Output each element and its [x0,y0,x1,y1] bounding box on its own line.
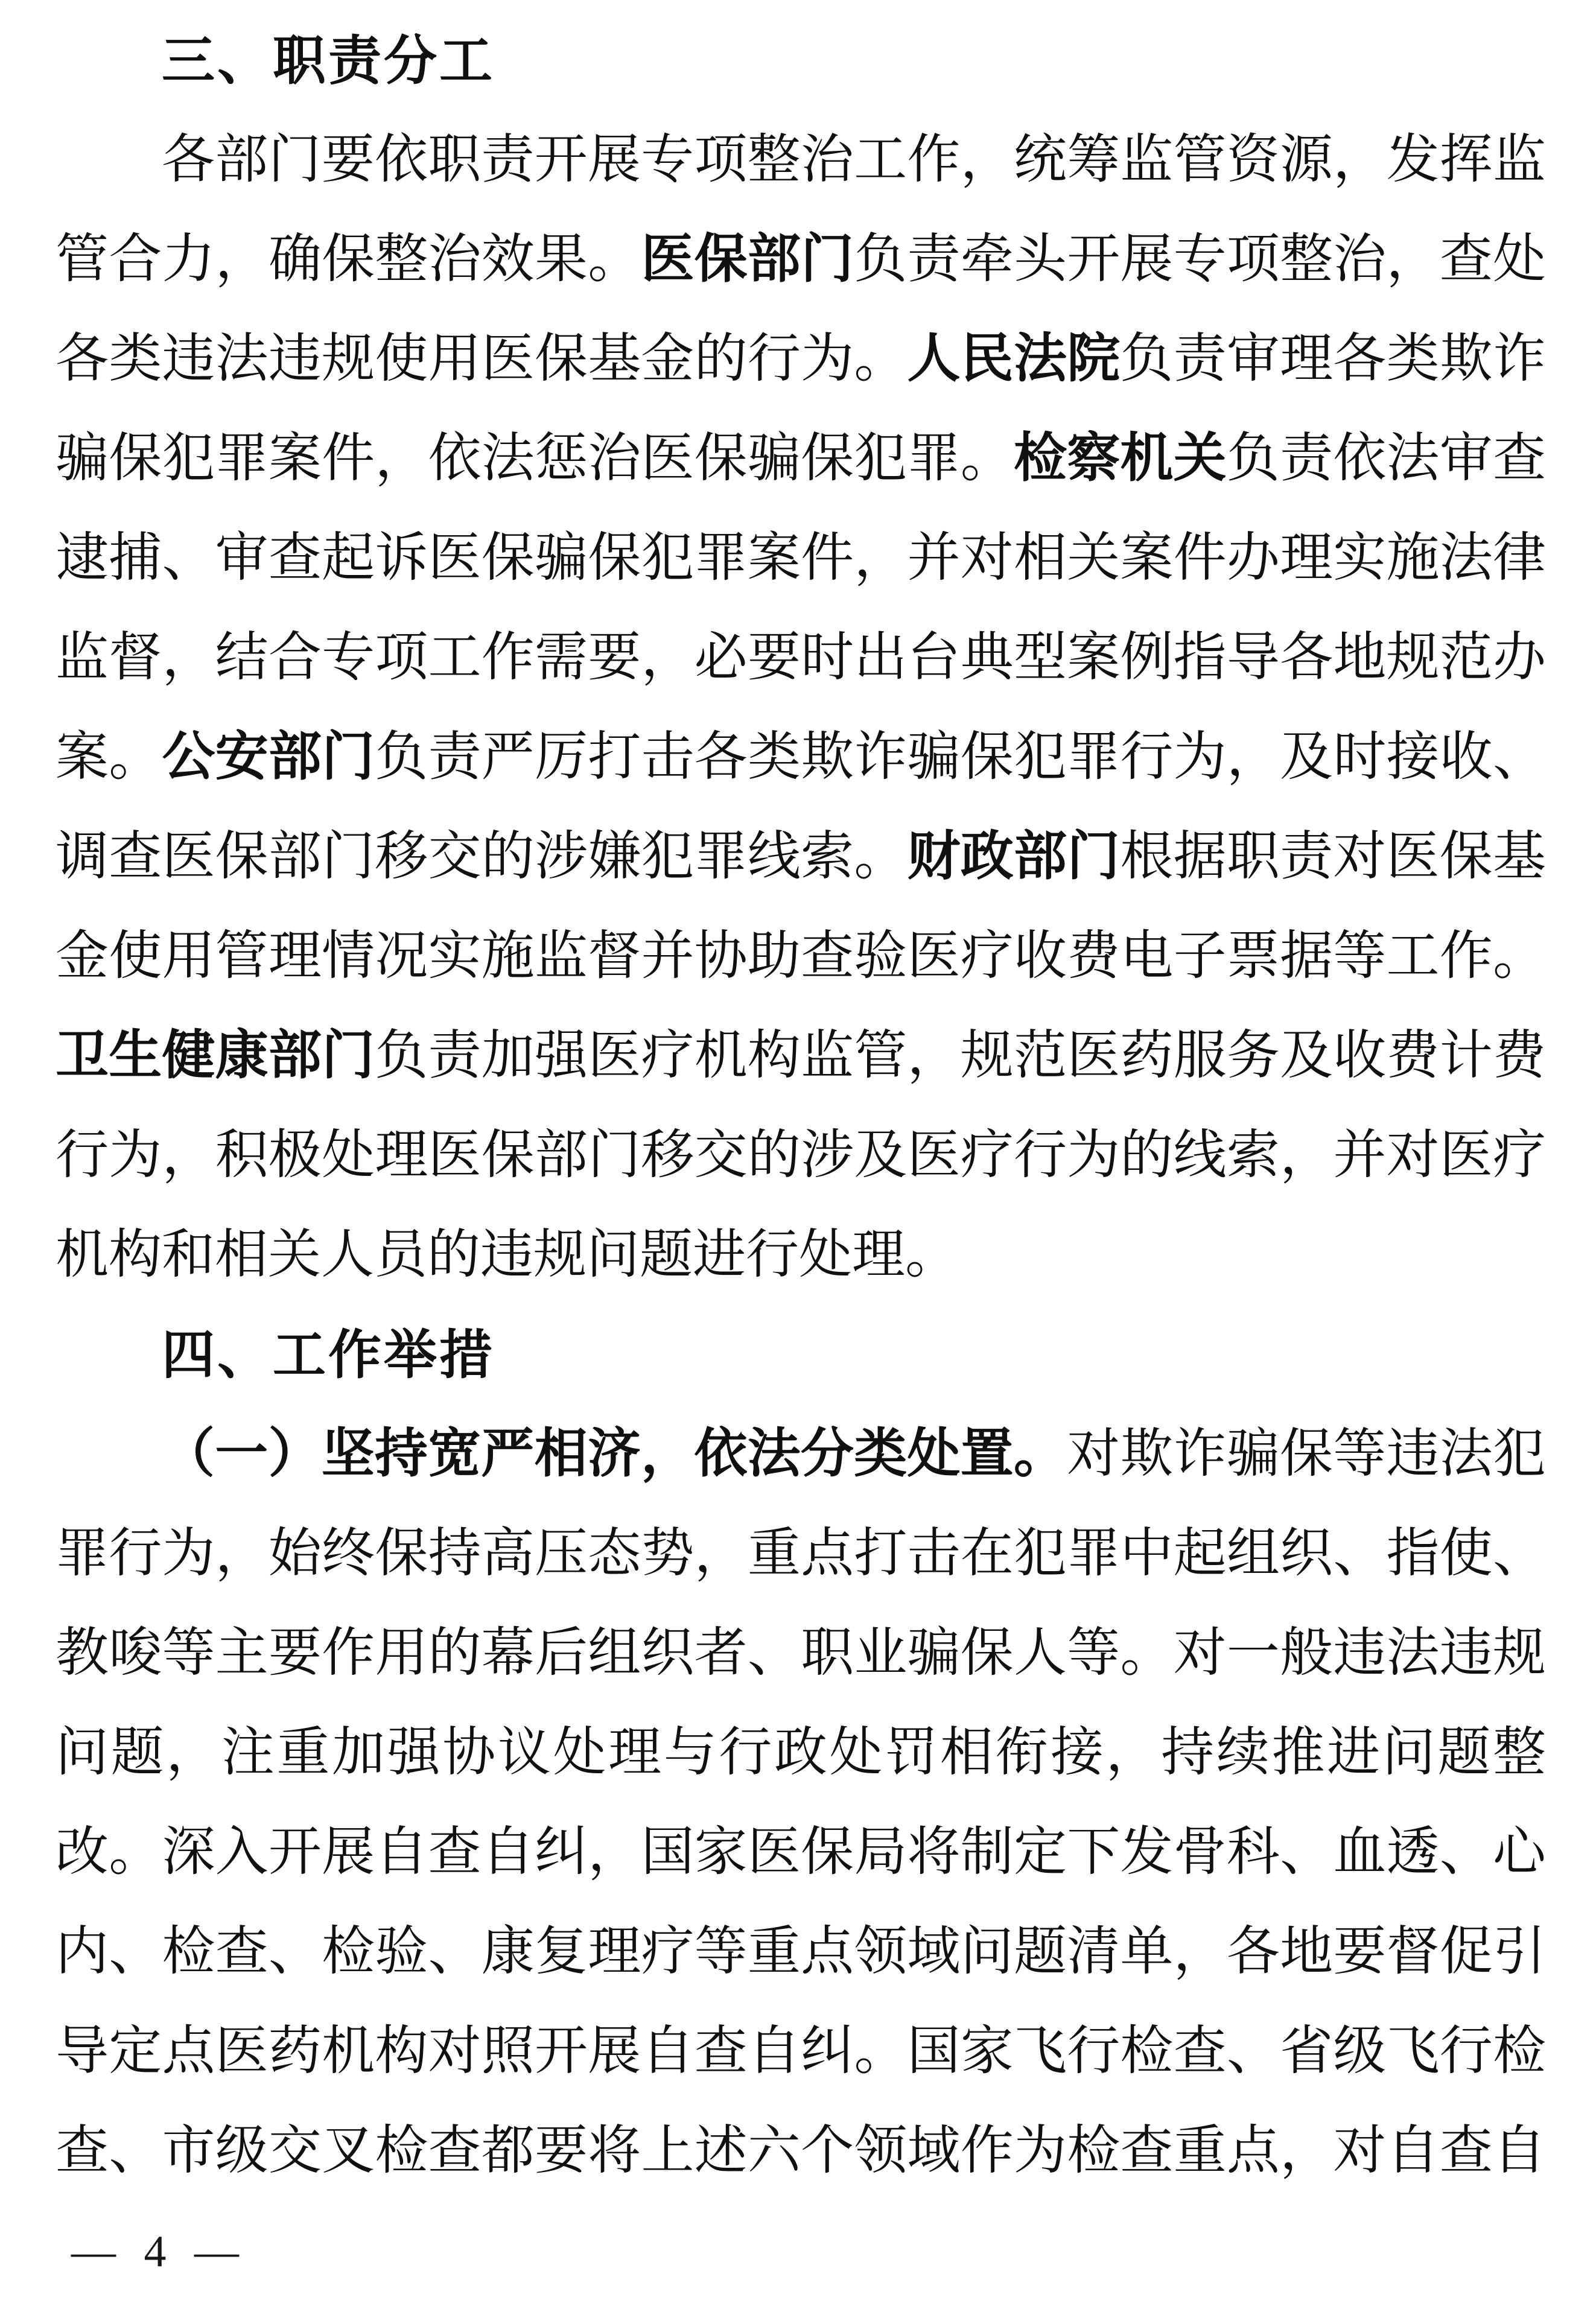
text-line-paragraph-end [56,1205,1546,1305]
text-segment: 改。深入开展自查自纠，国家医保局将制定下发骨科、血透、心 [56,1823,1546,1882]
text-line [56,1106,1546,1205]
text-segment: 各类违法违规使用医保基金的行为。 [56,330,908,389]
text-segment: 教唆等主要作用的幕后组织者、职业骗保人等。对一般违法违规 [56,1624,1546,1683]
text-segment: 逮捕、审查起诉医保骗保犯罪案件，并对相关案件办理实施法律 [56,529,1546,588]
section-heading-4 [56,1305,1546,1405]
text-segment: 调查医保部门移交的涉嫌犯罪线索。 [56,828,908,886]
text-line [56,2002,1546,2101]
section-heading-text: 三、职责分工 [162,31,495,91]
text-segment: 负责加强医疗机构监管，规范医药服务及收费计费 [375,1027,1546,1085]
text-segment: 金使用管理情况实施监督并协助查验医疗收费电子票据等工作。 [56,927,1546,986]
text-segment: 机构和相关人员的违规问题进行处理。 [56,1226,959,1285]
section-heading-3 [56,11,1546,110]
text-segment: 骗保犯罪案件，依法惩治医保骗保犯罪。 [56,430,1014,488]
text-line [56,409,1546,509]
bold-term-health-commission-dept: 卫生健康部门 [56,1027,375,1085]
text-line [56,1405,1546,1504]
text-segment: 查、市级交叉检查都要将上述六个领域作为检查重点，对自查自 [56,2122,1546,2180]
text-segment: 罪行为，始终保持高压态势，重点打击在犯罪中起组织、指使、 [56,1525,1546,1583]
text-segment: 根据职责对医保基 [1120,828,1546,886]
text-segment: 内、检查、检验、康复理疗等重点领域问题清单，各地要督促引 [56,1923,1546,1981]
text-segment: 负责牵头开展专项整治，查处 [854,230,1546,289]
text-line [56,509,1546,608]
text-segment: 监督，结合专项工作需要，必要时出台典型案例指导各地规范办 [56,629,1546,687]
text-segment: 行为，积极处理医保部门移交的涉及医疗行为的线索，并对医疗 [56,1126,1546,1185]
text-segment: 对欺诈骗保等违法犯 [1067,1425,1546,1484]
text-line [56,310,1546,409]
text-line [56,1803,1546,1902]
page-number: — 4 — [71,2227,247,2276]
section-heading-text: 四、工作举措 [162,1325,495,1385]
text-segment: 问题，注重加强协议处理与行政处罚相衔接，持续推进问题整 [56,1724,1546,1782]
text-line [56,1902,1546,2002]
text-line [56,807,1546,907]
bold-term-procuratorate: 检察机关 [1013,430,1227,488]
text-line [56,608,1546,708]
text-segment: 负责审理各类欺诈 [1120,330,1546,389]
bold-term-finance-dept: 财政部门 [907,828,1121,886]
text-segment: 各部门要依职责开展专项整治工作，统筹监管资源，发挥监 [162,131,1546,189]
bold-term-peoples-court: 人民法院 [907,330,1121,389]
text-segment: 负责依法审查 [1226,430,1546,488]
text-line [56,110,1546,210]
bold-term-public-security-dept: 公安部门 [162,728,375,787]
text-segment: 管合力，确保整治效果。 [56,230,641,289]
document-body [56,11,1546,2201]
text-line [56,1604,1546,1703]
text-line [56,907,1546,1006]
text-line [56,1504,1546,1604]
bold-subsection-title: （一）坚持宽严相济，依法分类处置。 [162,1425,1067,1484]
text-line [56,1006,1546,1106]
text-line [56,1703,1546,1803]
text-segment: 导定点医药机构对照开展自查自纠。国家飞行检查、省级飞行检 [56,2022,1546,2081]
bold-term-medical-insurance-dept: 医保部门 [641,230,854,289]
text-segment: 案。 [56,728,162,787]
text-line [56,708,1546,807]
text-line [56,210,1546,310]
text-line [56,2101,1546,2201]
text-segment: 负责严厉打击各类欺诈骗保犯罪行为，及时接收、 [375,728,1546,787]
